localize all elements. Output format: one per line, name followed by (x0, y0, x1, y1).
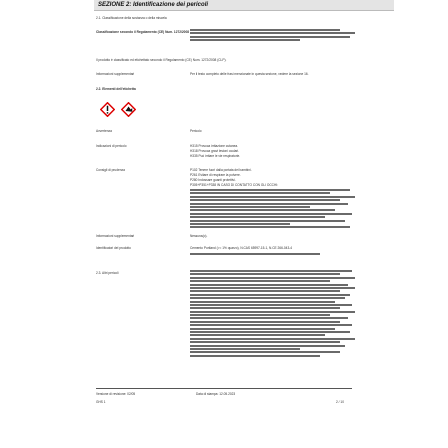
hazard-statement-1: H315 Provoca irritazione cutanea. (190, 144, 239, 148)
signal-word-label: Avvertenza (96, 129, 112, 133)
supplementary-info-value: Nessuna(o). (190, 234, 208, 238)
environment-icon (121, 102, 136, 117)
identifier-text-lines (190, 253, 360, 256)
exclamation-mark-icon (100, 102, 115, 117)
hazard-statement-3: H335 Può irritare le vie respiratorie. (190, 154, 241, 158)
precautionary-statement-1: P102 Tenere fuori dalla portata dei bambini. (190, 168, 252, 172)
hazard-statement-2: H318 Provoca gravi lesioni oculari. (190, 149, 240, 153)
precautionary-text-lines (190, 189, 360, 230)
section-header (94, 0, 394, 11)
product-identifier-value: Cemento Portland (>= 1% quarzo), N.CAS 65997-15-1, N.CE 266-043-4 (190, 246, 293, 250)
subsection-2-1-heading: 2.1. Classificazione della sostanza o della miscela (96, 16, 167, 20)
additional-info-value: Per il testo completo delle frasi menzionate in questa sezione, vedere la sezione 16. (190, 72, 309, 76)
precautionary-statement-3: P280 Indossare guanti protettivi. (190, 178, 236, 182)
precautionary-label: Consigli di prudenza (96, 168, 125, 172)
footer-print: GHS 1 (96, 400, 106, 404)
subsection-2-2-heading: 2.2. Elementi dell'etichetta (96, 87, 136, 91)
classification-note: Il prodotto è classificato ed etichettato secondo il Regolamento (CE) Num. 1272/2008 (CLP). (96, 58, 227, 62)
supplementary-info-label: Informazioni supplementari (96, 234, 135, 238)
classification-text-lines (190, 29, 360, 43)
footer-divider (96, 388, 352, 389)
additional-info-label: Informazioni supplementari (96, 72, 135, 76)
subsection-2-3-heading: 2.3. Altri pericoli (96, 271, 119, 275)
footer-revision: Versione di revisione: 02/05 (96, 392, 136, 396)
signal-word-value: Pericolo (190, 129, 202, 133)
precautionary-statement-2: P261 Evitare di respirare la polvere. (190, 173, 241, 177)
other-hazards-text-lines (190, 270, 360, 358)
classification-label: Classificazione secondo il Regolamento (CE) Num. 1272/2008 (96, 30, 189, 34)
section-title: SEZIONE 2: Identificazione dei pericoli (98, 2, 209, 8)
product-identifier-label: Identificatori del prodotto (96, 246, 131, 250)
footer-page-number: 2 / 10 (336, 400, 344, 404)
precautionary-statement-4: P305+P351+P338 IN CASO DI CONTATTO CON GLI OCCHI: (190, 183, 279, 187)
hazard-statements-label: Indicazioni di pericolo (96, 144, 127, 148)
footer-date: Data di stampa: 12.05.2023 (196, 392, 236, 396)
